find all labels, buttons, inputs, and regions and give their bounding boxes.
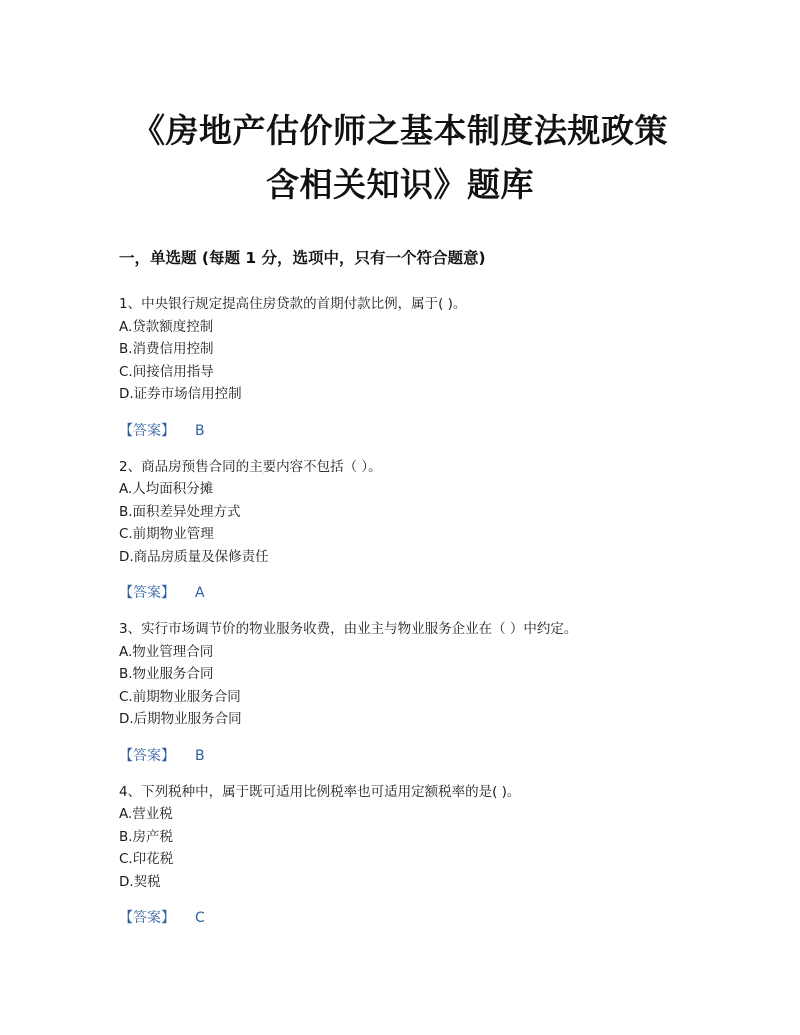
option-b: B.面积差异处理方式 <box>119 503 241 520</box>
question-3 <box>119 618 719 781</box>
answer-line <box>119 745 719 767</box>
option-d: D.契税 <box>119 873 161 890</box>
answer-label: 【答案】 <box>119 585 175 601</box>
question-list <box>119 293 719 943</box>
question-stem: 1、中央银行规定提高住房贷款的首期付款比例，属于( )。 <box>119 296 467 312</box>
option-d: D.后期物业服务合同 <box>119 711 242 727</box>
option-c: C.间接信用指导 <box>119 363 214 380</box>
question-stem: 4、下列税种中，属于既可适用比例税率也可适用定额税率的是( )。 <box>119 783 521 800</box>
title-line-1: 《房地产估价师之基本制度法规政策 <box>132 111 668 150</box>
question-stem: 3、实行市场调节价的物业服务收费，由业主与物业服务企业在（ ）中约定。 <box>119 621 578 637</box>
section-heading: 一，单选题 (每题 1 分，选项中，只有一个符合题意) <box>119 249 486 267</box>
document-title <box>0 104 800 212</box>
option-a: A.贷款额度控制 <box>119 318 214 335</box>
answer-label: 【答案】 <box>119 747 175 764</box>
question-2 <box>119 456 719 619</box>
option-b: B.消费信用控制 <box>119 341 214 357</box>
question-stem: 2、商品房预售合同的主要内容不包括（ ）。 <box>119 458 382 475</box>
answer-value: C <box>195 910 205 926</box>
option-a: A.人均面积分摊 <box>119 481 214 497</box>
option-d: D.证券市场信用控制 <box>119 386 242 402</box>
option-b: B.物业服务合同 <box>119 666 214 682</box>
question-4 <box>119 781 719 944</box>
option-b: B.房产税 <box>119 828 174 845</box>
answer-label: 【答案】 <box>119 422 175 439</box>
question-1 <box>119 293 719 456</box>
answer-line <box>119 907 719 929</box>
option-a: A.营业税 <box>119 806 173 822</box>
answer-value: B <box>195 422 205 439</box>
option-d: D.商品房质量及保修责任 <box>119 548 269 565</box>
option-c: C.前期物业管理 <box>119 526 214 542</box>
option-a: A.物业管理合同 <box>119 643 214 660</box>
title-line-2: 含相关知识》题库 <box>266 165 534 204</box>
answer-value: A <box>195 585 205 601</box>
answer-line <box>119 582 719 604</box>
option-c: C.印花税 <box>119 851 174 867</box>
answer-label: 【答案】 <box>119 910 175 926</box>
option-c: C.前期物业服务合同 <box>119 688 241 705</box>
answer-value: B <box>195 747 205 764</box>
answer-line <box>119 420 719 442</box>
